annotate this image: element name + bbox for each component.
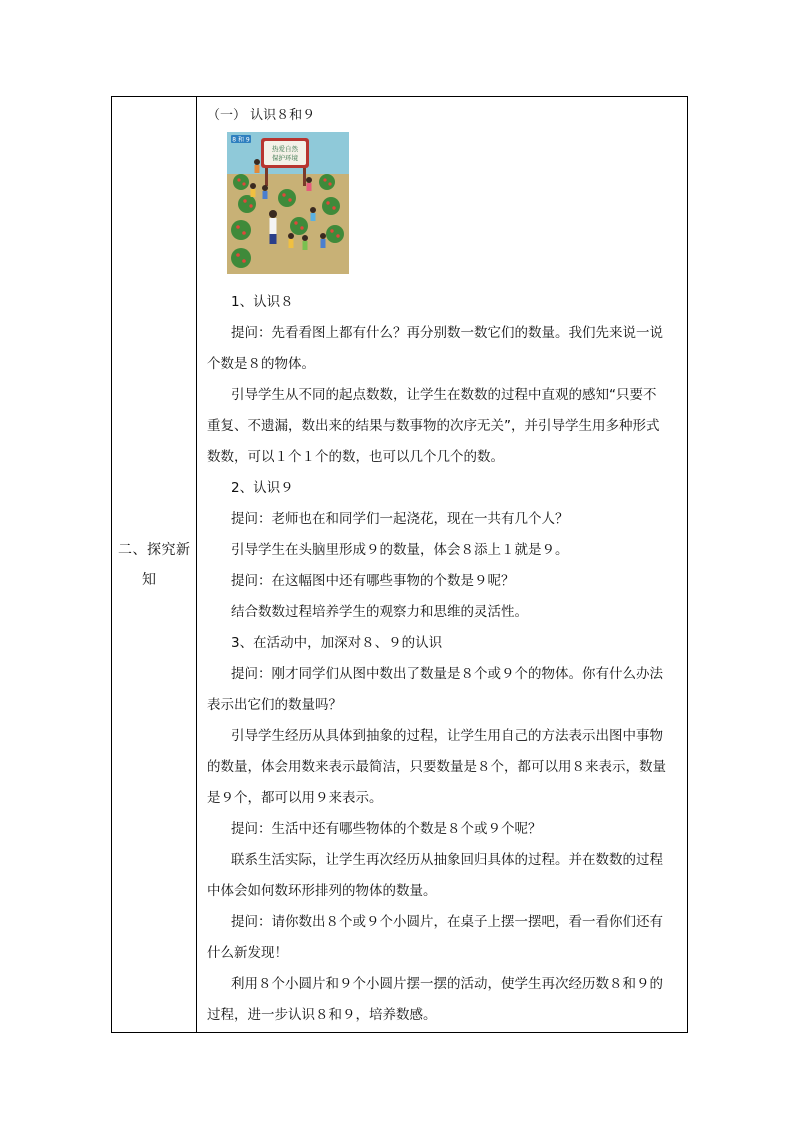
- stage-cell: [112, 97, 196, 1032]
- sign-line2: 保护环境: [272, 154, 298, 162]
- text-line: 引导学生在头脑里形成９的数量，体会８添上１就是９。: [231, 542, 569, 558]
- section-title: （一） 认识８和９: [207, 108, 316, 123]
- question: 提问：先看看图上都有什么？再分别数一数它们的数量。我们先来说一说: [231, 325, 663, 341]
- text-line: 过程，进一步认识８和９，培养数感。: [207, 1007, 437, 1023]
- question: 提问：生活中还有哪些物体的个数是８个或９个呢？: [231, 821, 542, 837]
- text-line: 利用８个小圆片和９个小圆片摆一摆的活动，使学生再次经历数８和９的: [231, 976, 663, 992]
- subheading: 2、认识９: [231, 480, 294, 496]
- lesson-table: [111, 96, 688, 1033]
- text-line: 联系生活实际，让学生再次经历从抽象回归具体的过程。并在数数的过程: [231, 852, 663, 868]
- stage-label: [118, 535, 194, 595]
- text-line: 引导学生经历从具体到抽象的过程，让学生用自己的方法表示出图中事物: [231, 728, 663, 744]
- text-line: 是９个，都可以用９来表示。: [207, 790, 383, 806]
- lesson-text: [207, 287, 683, 1031]
- sign-line1: 热爱自然: [272, 145, 298, 153]
- question: 提问：老师也在和同学们一起浇花，现在一共有几个人？: [231, 511, 569, 527]
- text-line: 数数，可以１个１个的数，也可以几个几个的数。: [207, 449, 504, 465]
- text-line: 中体会如何数环形排列的物体的数量。: [207, 883, 437, 899]
- text-line: 什么新发现！: [207, 945, 288, 961]
- question: 提问：请你数出８个或９个小圆片，在桌子上摆一摆吧，看一看你们还有: [231, 914, 663, 930]
- text-line: 表示出它们的数量吗？: [207, 697, 342, 713]
- subheading: 1、认识８: [231, 294, 294, 310]
- content-cell: [197, 97, 687, 1032]
- stage-label-line2: 知: [142, 572, 157, 588]
- text-line: 引导学生从不同的起点数数，让学生在数数的过程中直观的感知“只要不: [231, 387, 657, 403]
- subheading: 3、在活动中，加深对８、９的认识: [231, 635, 443, 651]
- illustration-tag: 8 和 9: [232, 136, 250, 144]
- text-line: 重复、不遗漏，数出来的结果与数事物的次序无关”，并引导学生用多种形式: [207, 418, 660, 434]
- text-line: 结合数数过程培养学生的观察力和思维的灵活性。: [231, 604, 528, 620]
- stage-label-line1: 二、探究新: [118, 542, 191, 558]
- garden-illustration: [227, 132, 349, 274]
- question: 提问：在这幅图中还有哪些事物的个数是９呢？: [231, 573, 515, 589]
- text-line: 的数量，体会用数来表示最简洁，只要数量是８个，都可以用８来表示，数量: [207, 759, 666, 775]
- text-line: 个数是８的物体。: [207, 356, 315, 372]
- question: 提问：刚才同学们从图中数出了数量是８个或９个的物体。你有什么办法: [231, 666, 663, 682]
